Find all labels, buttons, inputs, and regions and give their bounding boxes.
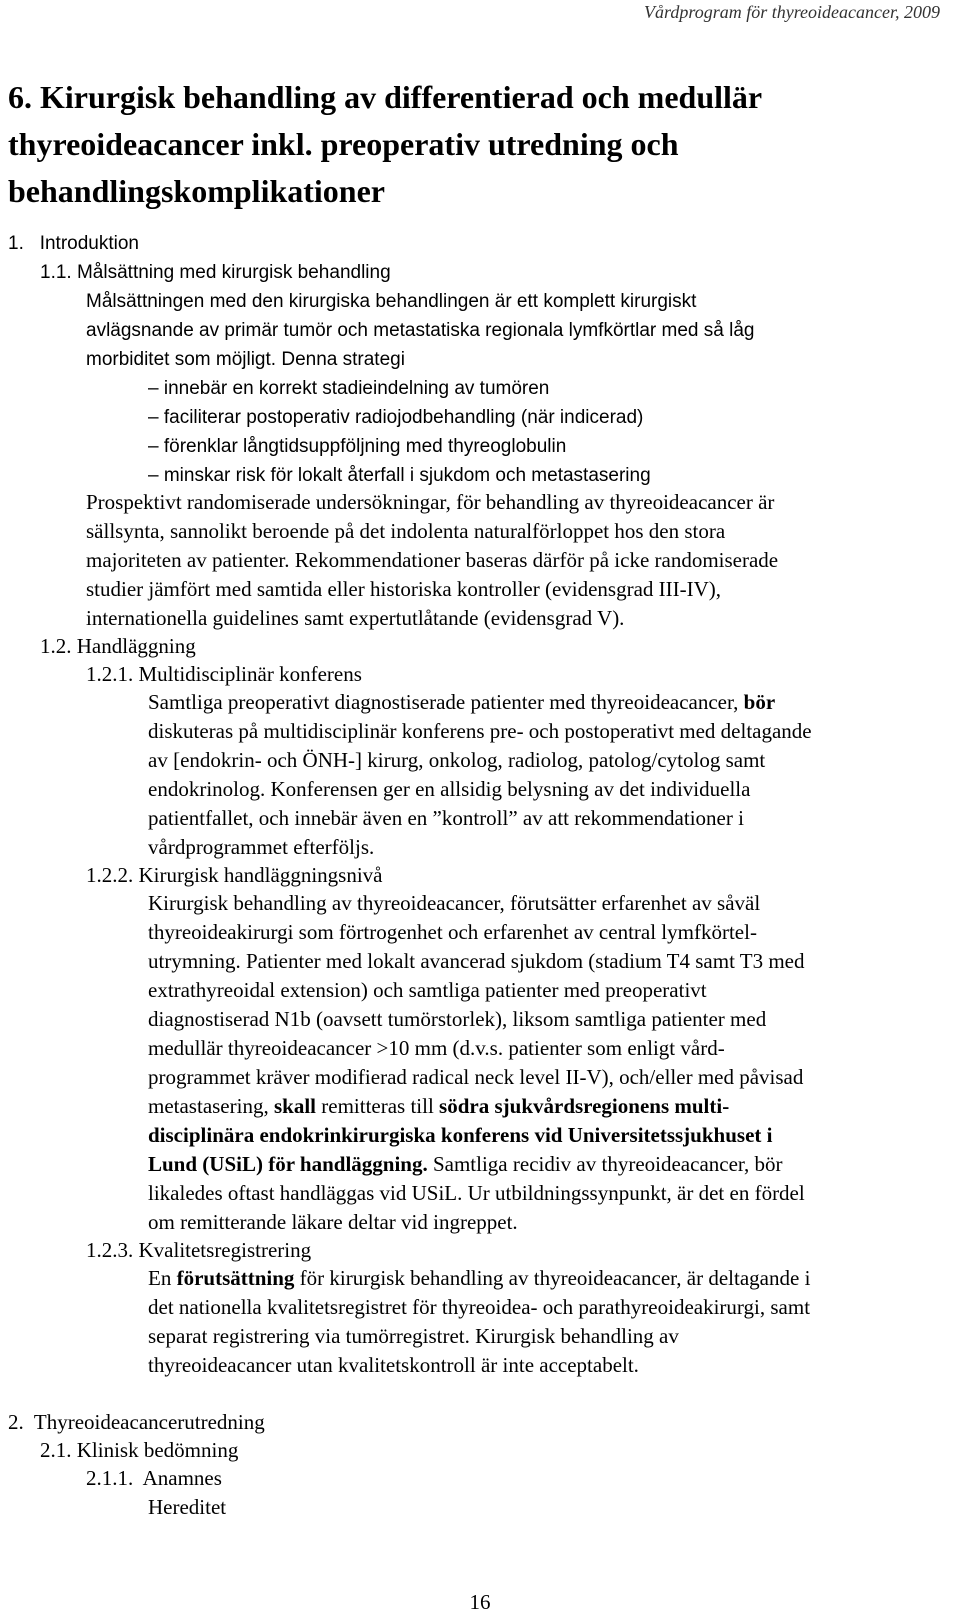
text-line xyxy=(148,1150,783,1179)
text-line: endokrinolog. Konferensen ger en allsidig belysning av det individuella xyxy=(148,777,751,801)
text-fragment: morbiditet som möjligt. xyxy=(86,349,277,370)
text-line: majoriteten av patienter. Rekommendationer baseras därför på icke randomiserade xyxy=(86,548,779,572)
section-1-2-heading xyxy=(40,632,196,661)
section-number: 1.2.2. xyxy=(86,863,134,887)
text-line: Målsättningen med den kirurgiska behandlingen är ett komplett kirurgiskt xyxy=(86,291,697,312)
text-line: thyreoideacancer utan kvalitetskontroll är inte acceptabelt. xyxy=(148,1353,639,1377)
bullet-text: minskar risk för lokalt återfall i sjukdom och metastasering xyxy=(163,465,651,486)
section-1-1-heading xyxy=(40,258,391,287)
section-number: 1. xyxy=(8,233,24,254)
text-line: disciplinära endokrinkirurgiska konferens vid Universitetssjukhuset i xyxy=(148,1123,773,1147)
running-header: Vårdprogram för thyreoideacancer, 2009 xyxy=(644,2,940,22)
section-2-heading xyxy=(8,1408,265,1437)
text-fragment: för kirurgisk behandling av thyreoideacancer, är deltagande i xyxy=(294,1266,811,1290)
text-line: Kirurgisk behandling av thyreoideacancer, förutsätter erfarenhet av såväl xyxy=(148,891,761,915)
text-fragment: metastasering, xyxy=(148,1094,274,1118)
text-line: diagnostiserad N1b (oavsett tumörstorlek), liksom samtliga patienter med xyxy=(148,1007,767,1031)
section-title: Introduktion xyxy=(39,233,139,254)
emphasis: södra sjukvårdsregionens multi- xyxy=(439,1094,730,1118)
bullet-item: – förenklar långtidsuppföljning med thyreoglobulin xyxy=(148,436,567,457)
text-line: det nationella kvalitetsregistret för thyreoidea- och parathyreoideakirurgi, samt xyxy=(148,1295,811,1319)
section-2-1-1-heading xyxy=(86,1464,222,1493)
section-number: 1.2. xyxy=(40,634,72,658)
text-fragment: Samtliga recidiv av thyreoideacancer, bör xyxy=(427,1152,783,1176)
bullet-item: – minskar risk för lokalt återfall i sjukdom och metastasering xyxy=(148,465,651,486)
bullet-text: förenklar långtidsuppföljning med thyreoglobulin xyxy=(163,436,567,457)
bullet-text: innebär en korrekt stadieindelning av tumören xyxy=(163,378,550,399)
text-line: thyreoideakirurgi som förtrogenhet och erfarenhet av central lymfkörtel- xyxy=(148,920,757,944)
section-title: Anamnes xyxy=(142,1466,222,1490)
text-line: avlägsnande av primär tumör och metastatiska regionala lymfkörtlar med så låg xyxy=(86,320,755,341)
section-1-2-1-heading xyxy=(86,660,362,689)
emphasis: förutsättning xyxy=(176,1266,295,1290)
section-1-2-2-heading xyxy=(86,861,383,890)
page-number: 16 xyxy=(469,1590,491,1614)
text-line xyxy=(148,1264,810,1293)
text-line: sällsynta, sannolikt beroende på det indolenta naturalförloppet hos den stora xyxy=(86,519,726,543)
text-line: utrymning. Patienter med lokalt avancerad sjukdom (stadium T4 samt T3 med xyxy=(148,949,805,973)
text-fragment: Samtliga preoperativt diagnostiserade patienter med thyreoideacancer, xyxy=(148,690,744,714)
section-title: Klinisk bedömning xyxy=(76,1438,239,1462)
text-line: av [endokrin- och ÖNH-] kirurg, onkolog, radiolog, patolog/cytolog samt xyxy=(148,748,766,772)
text-fragment: remitteras till xyxy=(316,1094,440,1118)
text-line: Prospektivt randomiserade undersökningar, för behandling av thyreoideacancer är xyxy=(86,490,775,514)
text-line: extrathyreoidal extension) och samtliga patienter med preoperativt xyxy=(148,978,707,1002)
section-number: 1.2.3. xyxy=(86,1238,134,1262)
emphasis: skall xyxy=(273,1094,316,1118)
subheading: Hereditet xyxy=(148,1495,227,1519)
emphasis: Lund (USiL) för handläggning. xyxy=(148,1152,428,1176)
section-title: Handläggning xyxy=(76,634,196,658)
section-number: 2.1.1. xyxy=(86,1466,134,1490)
text-line xyxy=(148,688,775,717)
chapter-title: 6. Kirurgisk behandling av differentierad och medullär thyreoideacancer inkl. preoperativ utredning och behandlingskomplikationer xyxy=(8,79,762,209)
text-line: patientfallet, och innebär även en ”kontroll” av att rekommendationer i xyxy=(148,806,744,830)
text-line: om remitterande läkare deltar vid ingreppet. xyxy=(148,1210,518,1234)
section-2-1-heading xyxy=(40,1436,238,1465)
section-number: 1.1. xyxy=(40,262,72,283)
text-line: programmet kräver modifierad radical neck level II-V), och/eller med påvisad xyxy=(148,1065,804,1089)
text-line: likaledes oftast handläggas vid USiL. Ur utbildningssynpunkt, är det en fördel xyxy=(148,1181,805,1205)
text-line: studier jämfört med samtida eller historiska kontroller (evidensgrad III-IV), xyxy=(86,577,722,601)
section-title: Kvalitetsregistrering xyxy=(138,1238,312,1262)
bullet-item: – innebär en korrekt stadieindelning av tumören xyxy=(148,378,550,399)
bullet-text: faciliterar postoperativ radiojodbehandling (när indicerad) xyxy=(163,407,644,428)
text-fragment: Denna strategi xyxy=(281,349,405,370)
section-number: 2. xyxy=(8,1410,24,1434)
text-line: vårdprogrammet efterföljs. xyxy=(148,835,375,859)
section-title: Multidisciplinär konferens xyxy=(138,662,362,686)
text-line: diskuteras på multidisciplinär konferens pre- och postoperativt med deltagande xyxy=(148,719,812,743)
section-title: Thyreoideacancerutredning xyxy=(33,1410,265,1434)
emphasis: bör xyxy=(743,690,776,714)
section-number: 2.1. xyxy=(40,1438,72,1462)
section-title: Kirurgisk handläggningsnivå xyxy=(138,863,383,887)
section-title: Målsättning med kirurgisk behandling xyxy=(76,262,391,283)
text-line: internationella guidelines samt expertutlåtande (evidensgrad V). xyxy=(86,606,625,630)
text-line xyxy=(148,1092,729,1121)
bullet-item: – faciliterar postoperativ radiojodbehandling (när indicerad) xyxy=(148,407,644,428)
text-line: separat registrering via tumörregistret. Kirurgisk behandling av xyxy=(148,1324,679,1348)
section-1-2-3-heading xyxy=(86,1236,311,1265)
text-line xyxy=(86,345,405,374)
text-fragment: En xyxy=(148,1266,177,1290)
text-line: medullär thyreoideacancer >10 mm (d.v.s. patienter som enligt vård- xyxy=(148,1036,725,1060)
section-number: 1.2.1. xyxy=(86,662,134,686)
section-1-heading xyxy=(8,229,139,258)
